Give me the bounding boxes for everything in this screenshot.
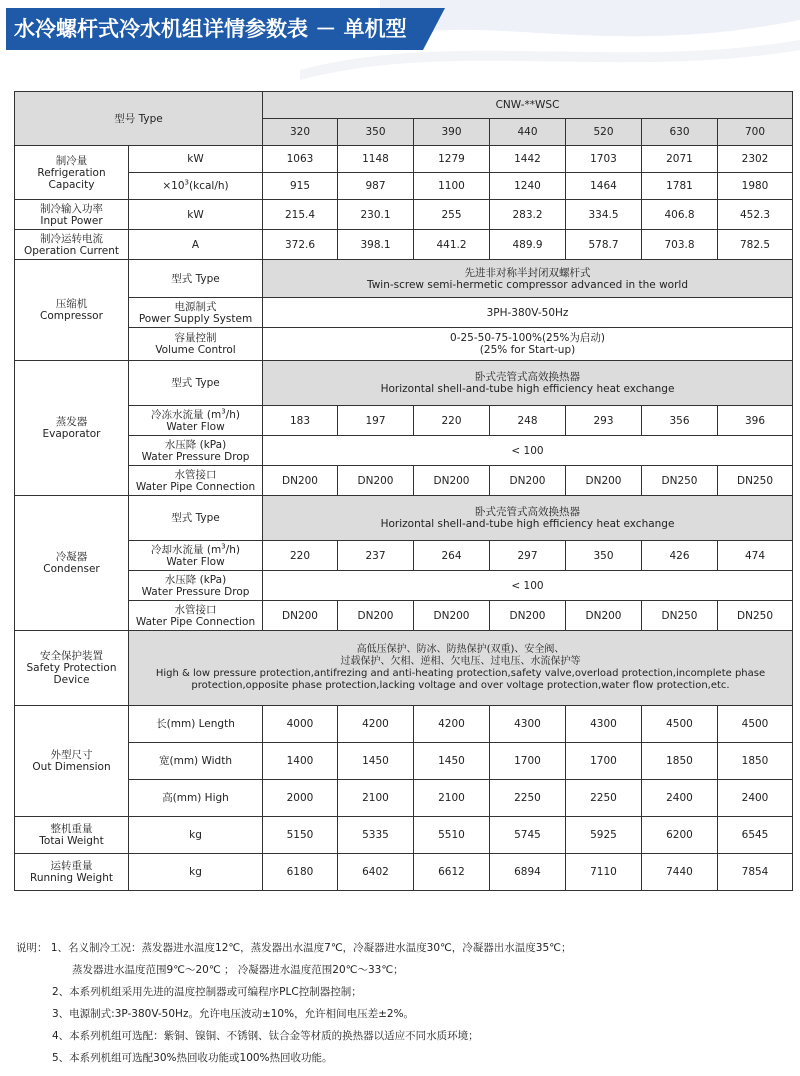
value-cell: 230.1 — [338, 200, 414, 230]
value-cell: 6612 — [414, 854, 490, 891]
value-cell: DN200 — [566, 601, 642, 631]
value-cell: 215.4 — [263, 200, 338, 230]
model-cell: 350 — [338, 119, 414, 146]
value-cell: 220 — [263, 541, 338, 571]
note-line: 2、本系列机组采用先进的温度控制器或可编程序PLC控制器控制； — [52, 986, 362, 998]
value-cell: DN200 — [566, 466, 642, 496]
value-cell: 2400 — [642, 780, 718, 817]
sub-label: 水管接口 Water Pipe Connection — [129, 601, 263, 631]
value-cell: 915 — [263, 173, 338, 200]
value-cell: 398.1 — [338, 230, 414, 260]
value-cell: 372.6 — [263, 230, 338, 260]
power-supply-value: 3PH-380V-50Hz — [263, 298, 793, 328]
series-header: CNW-**WSC — [263, 92, 793, 119]
value-cell: 782.5 — [718, 230, 793, 260]
value-cell: 4000 — [263, 706, 338, 743]
model-cell: 440 — [490, 119, 566, 146]
value-cell: 1464 — [566, 173, 642, 200]
sub-label: 型式 Type — [129, 260, 263, 298]
unit-cell: $\times 10^3(kcal/h)$ — [129, 173, 263, 200]
value-cell: 474 — [718, 541, 793, 571]
pressure-drop-value: < 100 — [263, 571, 793, 601]
value-cell: 7854 — [718, 854, 793, 891]
value-cell: DN200 — [490, 601, 566, 631]
sub-label: 电源制式 Power Supply System — [129, 298, 263, 328]
value-cell: 2400 — [718, 780, 793, 817]
value-cell: 6402 — [338, 854, 414, 891]
volume-control-value: 0-25-50-75-100%(25%为启动) (25% for Start-up) — [263, 328, 793, 361]
value-cell: 350 — [566, 541, 642, 571]
value-cell: 4500 — [642, 706, 718, 743]
condenser-label: 冷凝器 Condenser — [15, 496, 129, 631]
value-cell: 4300 — [490, 706, 566, 743]
value-cell: 2250 — [566, 780, 642, 817]
safety-value: 高低压保护、防冰、防热保护(双重)、安全阀、 过载保护、欠相、逆相、欠电压、过电压、水流保护等 High & low pressure protection,antifrezing and anti-heating protection,safety valve,overload protection,incomplete phase protection,opposite phase protection,lacking voltage and over voltage protection,water flow protection,etc. — [129, 631, 793, 706]
value-cell: 5745 — [490, 817, 566, 854]
value-cell: 264 — [414, 541, 490, 571]
value-cell: 1240 — [490, 173, 566, 200]
model-cell: 390 — [414, 119, 490, 146]
value-cell: 220 — [414, 406, 490, 436]
value-cell: 1442 — [490, 146, 566, 173]
value-cell: 334.5 — [566, 200, 642, 230]
value-cell: 5510 — [414, 817, 490, 854]
sub-label: 冷冻水流量 $(m^3/h)$ Water Flow — [129, 406, 263, 436]
notes — [16, 937, 786, 1069]
value-cell: 6180 — [263, 854, 338, 891]
value-cell: 1700 — [490, 743, 566, 780]
page-title: 水冷螺杆式冷水机组详情参数表 － 单机型 — [6, 8, 423, 50]
value-cell: DN200 — [263, 601, 338, 631]
value-cell: DN200 — [263, 466, 338, 496]
type-header: 型号 Type — [15, 92, 263, 146]
value-cell: 489.9 — [490, 230, 566, 260]
value-cell: 1279 — [414, 146, 490, 173]
value-cell: 5335 — [338, 817, 414, 854]
value-cell: 4300 — [566, 706, 642, 743]
value-cell: DN200 — [414, 601, 490, 631]
value-cell: 356 — [642, 406, 718, 436]
input-power-label: 制冷输入功率 Input Power — [15, 200, 129, 230]
value-cell: DN200 — [490, 466, 566, 496]
value-cell: 1148 — [338, 146, 414, 173]
note-line: 4、本系列机组可选配：紫铜、镍铜、不锈钢、钛合金等材质的换热器以适应不同水质环境； — [52, 1030, 479, 1042]
note-line: 3、电源制式:3P-380V-50Hz。允许电压波动±10%，允许相间电压差±2%。 — [52, 1008, 415, 1020]
operation-current-label: 制冷运转电流 Operation Current — [15, 230, 129, 260]
value-cell: 197 — [338, 406, 414, 436]
safety-label: 安全保护装置 Safety Protection Device — [15, 631, 129, 706]
value-cell: 6545 — [718, 817, 793, 854]
value-cell: 578.7 — [566, 230, 642, 260]
value-cell: 1100 — [414, 173, 490, 200]
unit-cell: kW — [129, 146, 263, 173]
sub-label: 容量控制 Volume Control — [129, 328, 263, 361]
value-cell: 4200 — [414, 706, 490, 743]
evaporator-type-value: 卧式壳管式高效换热器 Horizontal shell-and-tube high efficiency heat exchange — [263, 361, 793, 406]
total-weight-label: 整机重量 Totai Weight — [15, 817, 129, 854]
value-cell: 1781 — [642, 173, 718, 200]
value-cell: DN250 — [642, 601, 718, 631]
refrigeration-label: 制冷量 Refrigeration Capacity — [15, 146, 129, 200]
unit-cell: A — [129, 230, 263, 260]
sub-label: 冷却水流量 $(m^3/h)$ Water Flow — [129, 541, 263, 571]
value-cell: DN200 — [338, 601, 414, 631]
value-cell: 5150 — [263, 817, 338, 854]
note-line: 蒸发器进水温度范围9℃～20℃ ； 冷凝器进水温度范围20℃～33℃； — [72, 964, 404, 976]
value-cell: 2071 — [642, 146, 718, 173]
sub-label: 水管接口 Water Pipe Connection — [129, 466, 263, 496]
value-cell: DN200 — [338, 466, 414, 496]
value-cell: 283.2 — [490, 200, 566, 230]
value-cell: 1980 — [718, 173, 793, 200]
model-cell: 320 — [263, 119, 338, 146]
value-cell: 183 — [263, 406, 338, 436]
value-cell: 452.3 — [718, 200, 793, 230]
value-cell: 1400 — [263, 743, 338, 780]
value-cell: 1450 — [414, 743, 490, 780]
sub-label: 型式 Type — [129, 361, 263, 406]
sub-label: 宽(mm) Width — [129, 743, 263, 780]
value-cell: 248 — [490, 406, 566, 436]
sub-label: 水压降 (kPa) Water Pressure Drop — [129, 436, 263, 466]
value-cell: 2000 — [263, 780, 338, 817]
unit-cell: kg — [129, 817, 263, 854]
value-cell: 255 — [414, 200, 490, 230]
value-cell: 1450 — [338, 743, 414, 780]
value-cell: 297 — [490, 541, 566, 571]
value-cell: DN200 — [414, 466, 490, 496]
value-cell: 237 — [338, 541, 414, 571]
value-cell: 6200 — [642, 817, 718, 854]
model-cell: 520 — [566, 119, 642, 146]
note-line: 5、本系列机组可选配30%热回收功能或100%热回收功能。 — [52, 1052, 333, 1064]
evaporator-label: 蒸发器 Evaporator — [15, 361, 129, 496]
compressor-type-value: 先进非对称半封闭双螺杆式 Twin-screw semi-hermetic compressor advanced in the world — [263, 260, 793, 298]
value-cell: 7440 — [642, 854, 718, 891]
value-cell: 396 — [718, 406, 793, 436]
value-cell: 7110 — [566, 854, 642, 891]
value-cell: 703.8 — [642, 230, 718, 260]
value-cell: 4200 — [338, 706, 414, 743]
value-cell: 426 — [642, 541, 718, 571]
pressure-drop-value: < 100 — [263, 436, 793, 466]
model-cell: 700 — [718, 119, 793, 146]
sub-label: 型式 Type — [129, 496, 263, 541]
value-cell: 4500 — [718, 706, 793, 743]
sub-label: 高(mm) High — [129, 780, 263, 817]
unit-cell: kg — [129, 854, 263, 891]
value-cell: DN250 — [718, 466, 793, 496]
condenser-type-value: 卧式壳管式高效换热器 Horizontal shell-and-tube high efficiency heat exchange — [263, 496, 793, 541]
value-cell: 2100 — [338, 780, 414, 817]
value-cell: 2250 — [490, 780, 566, 817]
running-weight-label: 运转重量 Running Weight — [15, 854, 129, 891]
value-cell: 1850 — [642, 743, 718, 780]
value-cell: 1703 — [566, 146, 642, 173]
note-line: 说明： 1、名义制冷工况：蒸发器进水温度12℃，蒸发器出水温度7℃，冷凝器进水温度30℃，冷凝器出水温度35℃； — [16, 942, 572, 954]
value-cell: 1063 — [263, 146, 338, 173]
sub-label: 长(mm) Length — [129, 706, 263, 743]
value-cell: DN250 — [718, 601, 793, 631]
sub-label: 水压降 (kPa) Water Pressure Drop — [129, 571, 263, 601]
value-cell: 987 — [338, 173, 414, 200]
value-cell: 293 — [566, 406, 642, 436]
value-cell: 5925 — [566, 817, 642, 854]
value-cell: 1850 — [718, 743, 793, 780]
model-cell: 630 — [642, 119, 718, 146]
value-cell: 406.8 — [642, 200, 718, 230]
value-cell: 2100 — [414, 780, 490, 817]
value-cell: 2302 — [718, 146, 793, 173]
value-cell: 1700 — [566, 743, 642, 780]
value-cell: 6894 — [490, 854, 566, 891]
unit-cell: kW — [129, 200, 263, 230]
compressor-label: 压缩机 Compressor — [15, 260, 129, 361]
dimension-label: 外型尺寸 Out Dimension — [15, 706, 129, 817]
value-cell: DN250 — [642, 466, 718, 496]
value-cell: 441.2 — [414, 230, 490, 260]
spec-table — [14, 91, 793, 891]
